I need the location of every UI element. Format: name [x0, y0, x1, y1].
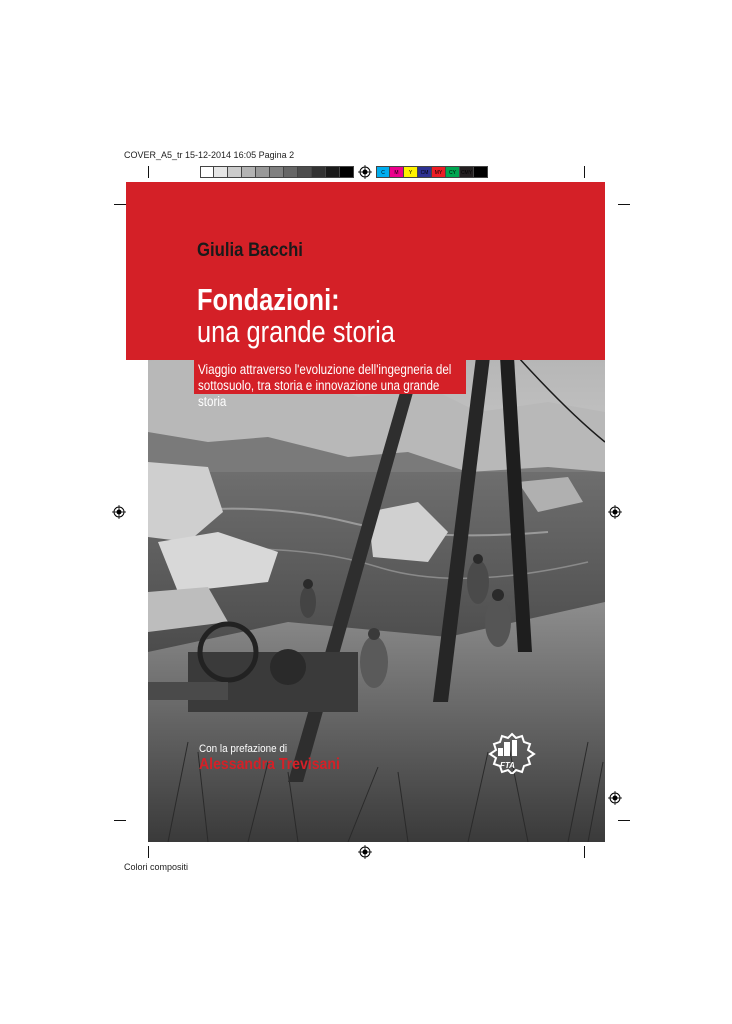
preface-label: Con la prefazione di: [199, 743, 288, 755]
color-patch: Y: [404, 166, 418, 178]
grey-step-patch: [340, 166, 354, 178]
registration-mark-lower-right: [608, 791, 622, 805]
book-subtitle: una grande storia: [197, 314, 395, 349]
registration-mark-right: [608, 505, 622, 519]
trim-mark: [148, 846, 149, 858]
grey-step-patch: [298, 166, 312, 178]
grey-step-patch: [312, 166, 326, 178]
printer-slug: COVER_A5_tr 15-12-2014 16:05 Pagina 2: [124, 150, 295, 160]
description-line: sottosuolo, tra storia e innovazione una grande storia: [198, 378, 440, 409]
grey-step-patch: [228, 166, 242, 178]
color-patch: CM: [418, 166, 432, 178]
grey-step-patch: [256, 166, 270, 178]
trim-mark: [618, 204, 630, 205]
grey-calibration-bar: [200, 166, 354, 178]
color-patch: CMY: [460, 166, 474, 178]
publisher-logo-text: FTA: [500, 761, 515, 770]
color-patch: MY: [432, 166, 446, 178]
trim-mark: [618, 820, 630, 821]
book-description: [198, 362, 456, 410]
print-footer: Colori compositi: [124, 862, 189, 872]
description-line: Viaggio attraverso l'evoluzione dell'ingegneria del: [198, 362, 452, 377]
grey-step-patch: [326, 166, 340, 178]
color-calibration-bar: [376, 166, 488, 178]
color-patch: CY: [446, 166, 460, 178]
book-title: Fondazioni:: [197, 282, 340, 317]
registration-mark-left: [112, 505, 126, 519]
registration-mark-bottom: [358, 845, 372, 859]
trim-mark: [148, 166, 149, 178]
registration-mark-top: [358, 165, 372, 179]
trim-mark: [114, 820, 126, 821]
trim-mark: [114, 204, 126, 205]
color-patch: C: [376, 166, 390, 178]
color-patch: M: [390, 166, 404, 178]
author-name: Giulia Bacchi: [197, 240, 303, 261]
grey-step-patch: [214, 166, 228, 178]
grey-step-patch: [284, 166, 298, 178]
color-patch: K: [474, 166, 488, 178]
trim-mark: [584, 846, 585, 858]
trim-mark: [584, 166, 585, 178]
grey-step-patch: [200, 166, 214, 178]
grey-step-patch: [270, 166, 284, 178]
preface-author: Alessandra Trevisani: [199, 756, 340, 773]
grey-step-patch: [242, 166, 256, 178]
